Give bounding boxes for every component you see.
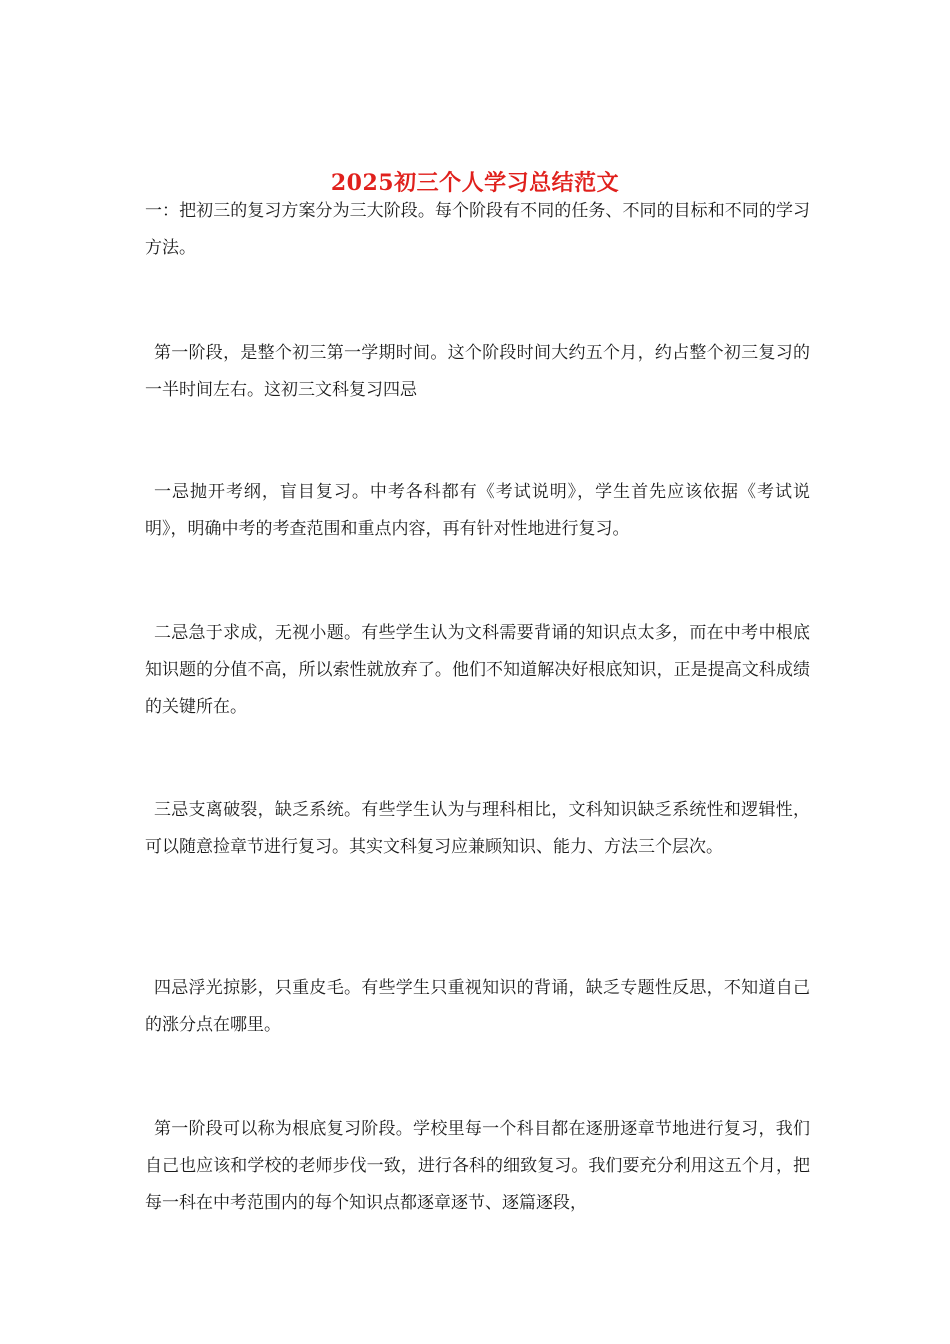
paragraph-taboo-one: 一忌抛开考纲，盲目复习。中考各科都有《考试说明》，学生首先应该依据《考试说明》，明确中考的考查范围和重点内容，再有针对性地进行复习。 <box>145 482 810 539</box>
paragraph-taboo-three: 三忌支离破裂，缺乏系统。有些学生认为与理科相比，文科知识缺乏系统性和逻辑性，可以随意捡章节进行复习。其实文科复习应兼顾知识、能力、方法三个层次。 <box>145 800 810 857</box>
paragraph-intro: 一：把初三的复习方案分为三大阶段。每个阶段有不同的任务、不同的目标和不同的学习方法。 <box>145 201 810 258</box>
document-title: 2025初三个人学习总结范文 <box>330 169 620 196</box>
paragraph-stage-one: 第一阶段，是整个初三第一学期时间。这个阶段时间大约五个月，约占整个初三复习的一半时间左右。这初三文科复习四忌 <box>145 343 810 400</box>
paragraph-stage-one-detail: 第一阶段可以称为根底复习阶段。学校里每一个科目都在逐册逐章节地进行复习，我们自己也应该和学校的老师步伐一致，进行各科的细致复习。我们要充分利用这五个月，把每一科在中考范围内的每个知识点都逐章逐节、逐篇逐段， <box>145 1119 810 1213</box>
paragraph-taboo-two: 二忌急于求成，无视小题。有些学生认为文科需要背诵的知识点太多，而在中考中根底知识题的分值不高，所以索性就放弃了。他们不知道解决好根底知识，正是提高文科成绩的关键所在。 <box>145 623 810 717</box>
paragraph-taboo-four: 四忌浮光掠影，只重皮毛。有些学生只重视知识的背诵，缺乏专题性反思，不知道自己的涨分点在哪里。 <box>145 978 810 1035</box>
